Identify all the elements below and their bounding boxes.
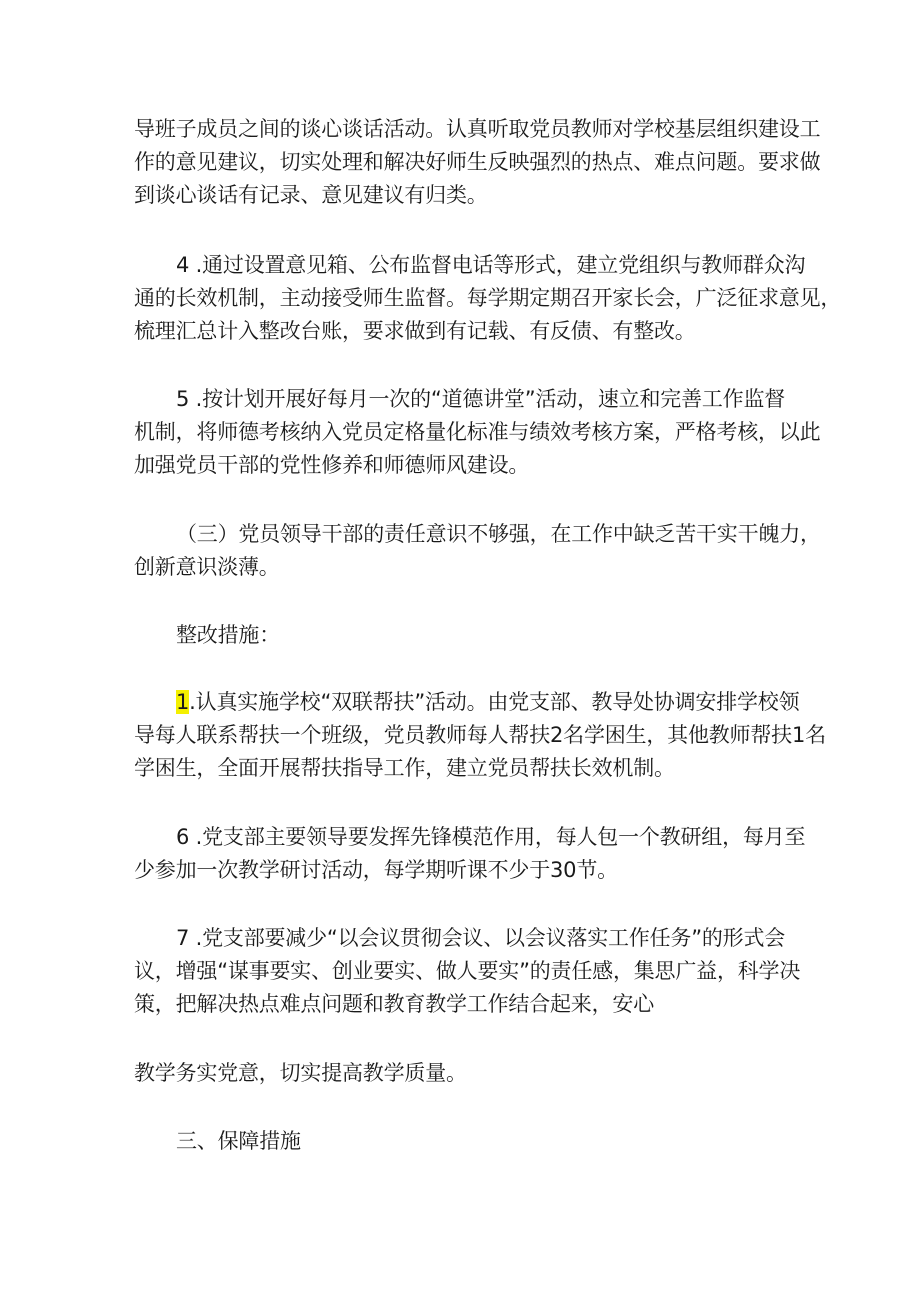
text-line: （三）党员领导干部的责任意识不够强，在工作中缺乏苦干实干魄力，	[176, 522, 821, 546]
text-line	[134, 686, 800, 719]
text-line: 梳理汇总计入整改台账，要求做到有记载、有反债、有整改。	[134, 319, 696, 343]
text-line: 通的长效机制，主动接受师生监督。每学期定期召开家长会，广泛征求意见，	[134, 286, 842, 310]
text-line: 导班子成员之间的谈心谈话活动。认真听取党员教师对学校基层组织建设工	[134, 117, 821, 141]
text-line-rest: .认真实施学校“双联帮扶”活动。由党支部、教导处协调安排学校领	[189, 690, 800, 714]
text-line: 学困生，全面开展帮扶指导工作，建立党员帮扶长效机制。	[134, 756, 675, 780]
text-line: 4 .通过设置意见箱、公布监督电话等形式，建立党组织与教师群众沟	[176, 253, 806, 277]
text-line: 教学务实党意，切实提高教学质量。	[134, 1061, 467, 1085]
paragraph-item-1	[134, 686, 826, 785]
paragraph-item-7	[134, 922, 801, 1021]
text-line: 整改措施：	[176, 623, 280, 647]
section-heading-3	[134, 518, 821, 584]
paragraph-item-5	[134, 383, 821, 482]
measures-label	[134, 619, 794, 652]
text-line: 创新意识淡薄。	[134, 555, 280, 579]
text-line: 加强党员干部的党性修养和师德师风建设。	[134, 453, 530, 477]
text-line: 7 .党支部要减少“以会议贯彻会议、以会议落实工作任务”的形式会	[176, 926, 786, 950]
text-line: 到谈心谈话有记录、意见建议有归类。	[134, 183, 488, 207]
text-line: 作的意见建议，切实处理和解决好师生反映强烈的热点、难点问题。要求做	[134, 150, 821, 174]
paragraph-item-6	[134, 821, 806, 887]
text-line: 6 .党支部主要领导要发挥先锋模范作用，每人包一个教研组，每月至	[176, 825, 806, 849]
text-line: 少参加一次教学研讨活动，每学期听课不少于30节。	[134, 858, 618, 882]
highlighted-number: 1	[176, 690, 190, 714]
text-line: 策，把解决热点难点问题和教育教学工作结合起来，安心	[134, 992, 654, 1016]
paragraph-item-4	[134, 249, 842, 348]
paragraph-continuation	[134, 1057, 794, 1090]
text-line: 机制，将师德考核纳入党员定格量化标准与绩效考核方案，严格考核，以此	[134, 420, 821, 444]
text-line: 议，增强“谋事要实、创业要实、做人要实”的责任感，集思广益，科学决	[134, 959, 801, 983]
text-line: 导每人联系帮扶一个班级，党员教师每人帮扶2名学困生，其他教师帮扶1名	[134, 723, 826, 747]
section-heading-safeguards	[134, 1125, 794, 1158]
text-line: 5 .按计划开展好每月一次的“道德讲堂”活动，速立和完善工作监督	[176, 387, 786, 411]
text-line: 三、保障措施	[176, 1129, 301, 1153]
paragraph-talk-activities	[134, 113, 821, 212]
